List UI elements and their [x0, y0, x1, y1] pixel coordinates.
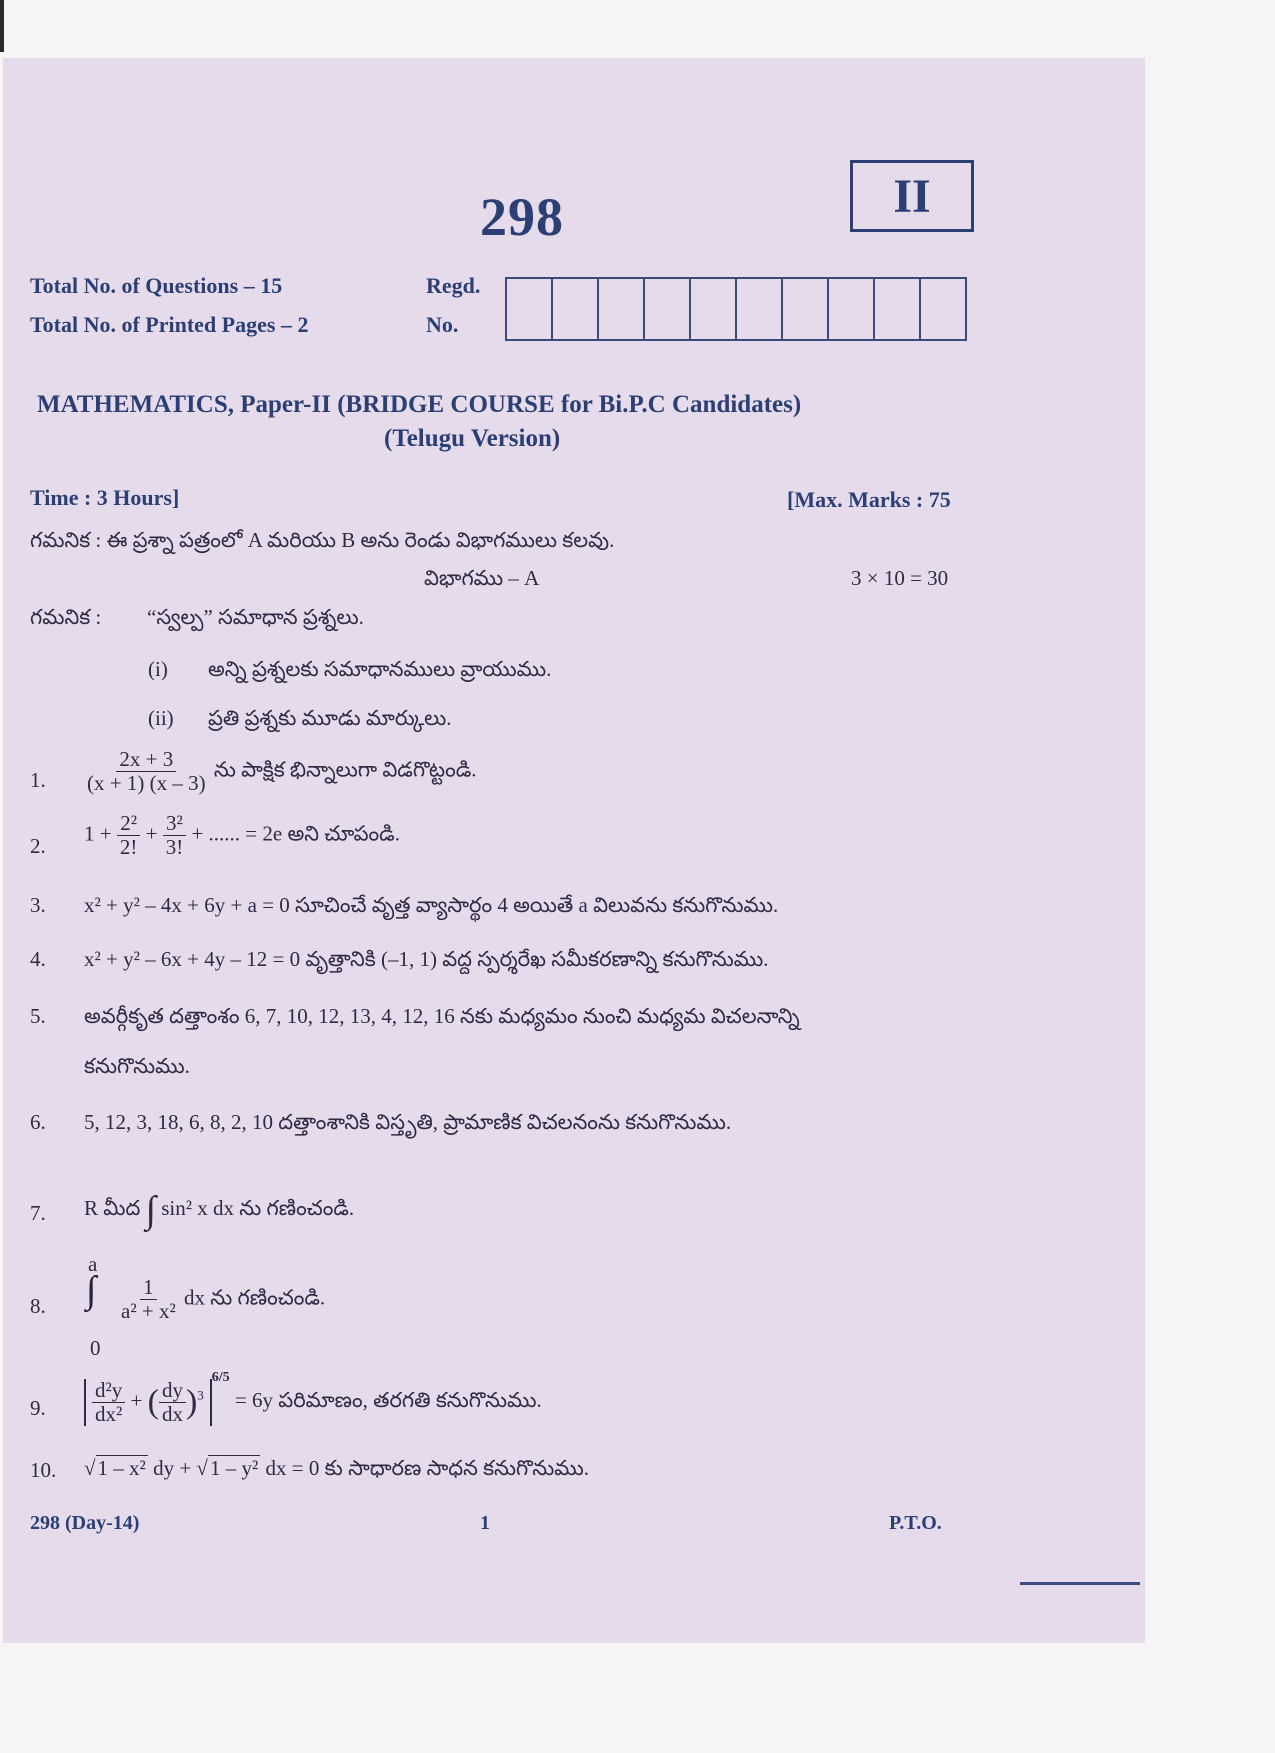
q2-f2-numerator: 3² [163, 812, 186, 836]
q9-bracket [84, 1379, 212, 1426]
regd-digit-box[interactable] [829, 279, 875, 339]
q8-lower-limit: 0 [90, 1336, 101, 1360]
q2-f1-numerator: 2² [117, 812, 140, 836]
q2-f2-denominator: 3! [165, 835, 184, 860]
q7-text: sin² x dx ను గణించండి. [161, 1195, 355, 1220]
q1-number: 1. [30, 768, 46, 792]
q8-upper-limit: a [88, 1252, 98, 1276]
q10-text: dx = 0 కు సాధారణ సాధన కనుగొనుము. [265, 1456, 589, 1480]
q9-f2-numerator: dy [159, 1379, 186, 1403]
regd-digit-box[interactable] [507, 279, 553, 339]
q1-denominator: (x + 1) (x – 3) [87, 771, 206, 796]
q1-numerator: 2x + 3 [116, 748, 176, 772]
q2-plus: + [145, 821, 158, 846]
question-2 [84, 812, 400, 859]
q8-number: 8. [30, 1294, 46, 1318]
q10-number: 10. [30, 1458, 57, 1482]
registration-number-boxes[interactable] [505, 277, 967, 341]
paper-number: II [893, 169, 931, 223]
q9-f2-denominator: dx [161, 1401, 183, 1426]
q10-radicand-1: 1 – x² [97, 1456, 146, 1480]
q9-outer-exponent: 6/5 [211, 1370, 230, 1385]
integral-sign: ∫ [86, 1269, 97, 1311]
regd-digit-box[interactable] [783, 279, 829, 339]
q5-number: 5. [30, 1004, 46, 1028]
regd-digit-box[interactable] [875, 279, 921, 339]
q10-middle: dy + [153, 1456, 192, 1480]
max-marks: [Max. Marks : 75 [787, 487, 951, 512]
total-pages: Total No. of Printed Pages – 2 [30, 312, 309, 337]
q2-number: 2. [30, 834, 46, 858]
q10-sqrt-2: √1 – y² [196, 1456, 259, 1480]
paper-subtitle: (Telugu Version) [384, 425, 561, 452]
instruction-2-num: (ii) [148, 706, 174, 730]
q8-text: dx ను గణించండి. [184, 1285, 326, 1310]
regd-digit-box[interactable] [553, 279, 599, 339]
q9-text: = 6y పరిమాణం, తరగతి కనుగొనుము. [234, 1388, 542, 1412]
q1-fraction [84, 748, 209, 795]
q9-fraction-2 [159, 1379, 186, 1426]
integral-sign: ∫ [145, 1189, 156, 1231]
q8-fraction [118, 1276, 179, 1323]
q9-close-paren: ) [185, 1383, 198, 1421]
time-allowed: Time : 3 Hours] [30, 485, 180, 510]
q9-fraction-1 [92, 1379, 125, 1426]
q10-sqrt-1: √1 – x² [84, 1456, 146, 1480]
note-short-answer: “స్వల్ప” సమాధాన ప్రశ్నలు. [147, 605, 364, 629]
q8-numerator: 1 [140, 1276, 157, 1300]
instruction-2: ప్రతి ప్రశ్నకు మూడు మార్కులు. [208, 706, 452, 730]
q2-text: + ...... = 2e అని చూపండి. [191, 821, 400, 846]
q8-denominator: a² + x² [121, 1299, 176, 1324]
question-3: x² + y² – 4x + 6y + a = 0 సూచించే వృత్త వ్యాసార్థం 4 అయితే a విలువను కనుగొనుము. [84, 893, 779, 917]
q7-prefix: R మీద [84, 1195, 141, 1220]
q10-radicand-2: 1 – y² [209, 1456, 259, 1480]
q9-f1-numerator: d²y [92, 1379, 125, 1403]
question-10 [84, 1456, 589, 1486]
q6-number: 6. [30, 1110, 46, 1134]
section-heading: విభాగము – A [424, 566, 540, 590]
paper-number-box [850, 160, 974, 232]
instruction-1-num: (i) [148, 657, 168, 681]
question-8 [118, 1276, 325, 1323]
please-turn-over: P.T.O. [889, 1512, 942, 1534]
question-9 [84, 1370, 542, 1426]
question-6: 5, 12, 3, 18, 6, 8, 2, 10 దత్తాంశానికి విస్తృతి, ప్రామాణిక విచలనంను కనుగొనుము. [84, 1110, 732, 1134]
q1-text: ను పాక్షిక భిన్నాలుగా విడగొట్టండి. [213, 757, 477, 782]
regd-digit-box[interactable] [645, 279, 691, 339]
q9-open-paren: ( [147, 1383, 159, 1421]
total-questions: Total No. of Questions – 15 [30, 273, 283, 298]
scan-edge [0, 0, 4, 52]
q2-fraction-1 [117, 812, 141, 859]
note-label: గమనిక : [30, 605, 102, 629]
q2-lead: 1 + [84, 821, 112, 846]
q9-f1-denominator: dx² [95, 1401, 123, 1426]
regd-digit-box[interactable] [599, 279, 645, 339]
q3-number: 3. [30, 893, 46, 917]
regd-digit-box[interactable] [691, 279, 737, 339]
question-5-line-2: కనుగొనుము. [84, 1054, 190, 1078]
q2-fraction-2 [163, 812, 187, 859]
instruction-1: అన్ని ప్రశ్నలకు సమాధానములు వ్రాయుము. [208, 657, 552, 681]
q2-f1-denominator: 2! [119, 835, 138, 860]
ink-mark [1020, 1582, 1140, 1585]
regd-digit-box[interactable] [921, 279, 965, 339]
regd-label: Regd. [426, 273, 481, 298]
question-1 [84, 748, 477, 795]
question-5-line-1: అవర్గీకృత దత్తాంశం 6, 7, 10, 12, 13, 4, 12, 16 నకు మధ్యమం నుంచి మధ్యమ విచలనాన్ని [84, 1004, 800, 1028]
page-number: 1 [480, 1512, 490, 1534]
footer-paper-code: 298 (Day-14) [30, 1512, 140, 1534]
note-sections: గమనిక : ఈ ప్రశ్నా పత్రంలో A మరియు B అను రెండు విభాగములు కలవు. [30, 528, 615, 552]
question-7 [84, 1188, 354, 1232]
regd-digit-box[interactable] [737, 279, 783, 339]
question-4: x² + y² – 6x + 4y – 12 = 0 వృత్తానికి (–1, 1) వద్ద స్పర్శరేఖ సమీకరణాన్ని కనుగొనుము. [84, 947, 769, 971]
paper-title: MATHEMATICS, Paper-II (BRIDGE COURSE for Bi.P.C Candidates) [37, 391, 802, 418]
q9-cube-exponent: 3 [197, 1387, 204, 1402]
q9-plus: + [130, 1388, 143, 1412]
section-marks: 3 × 10 = 30 [851, 566, 949, 590]
q4-number: 4. [30, 947, 46, 971]
q7-number: 7. [30, 1201, 46, 1225]
paper-code: 298 [480, 187, 564, 247]
regd-no-label: No. [426, 312, 459, 337]
q9-number: 9. [30, 1396, 46, 1420]
